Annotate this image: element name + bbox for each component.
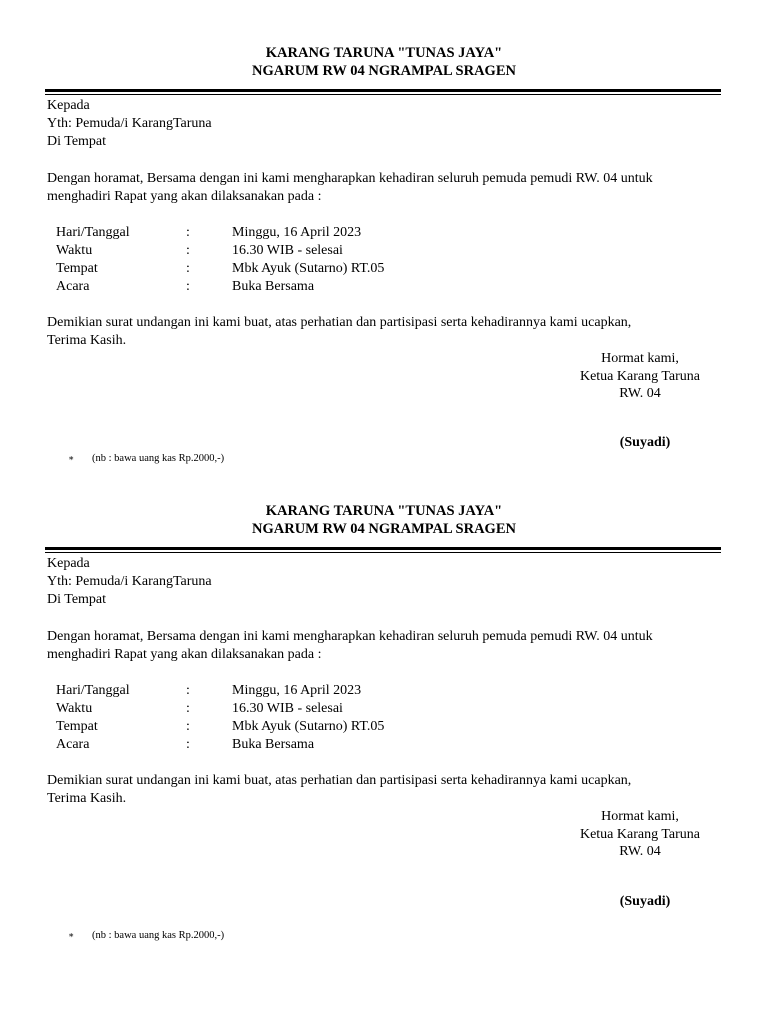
intro-line-2: menghadiri Rapat yang akan dilaksanakan pada : bbox=[47, 647, 322, 662]
detail-row-agenda bbox=[56, 736, 556, 754]
detail-value: Mbk Ayuk (Sutarno) RT.05 bbox=[232, 719, 385, 734]
signature-name: (Suyadi) bbox=[619, 435, 671, 450]
recipient-to: Kepada bbox=[47, 556, 90, 571]
letterhead-org-name: KARANG TARUNA "TUNAS JAYA" bbox=[265, 45, 503, 61]
detail-value: Minggu, 16 April 2023 bbox=[232, 225, 362, 240]
detail-row-date bbox=[56, 682, 556, 700]
closing-line-2: Terima Kasih. bbox=[47, 333, 127, 348]
letterhead-rule-thin bbox=[45, 552, 721, 553]
invitation-letter-2 bbox=[0, 458, 768, 941]
invitation-letter-1 bbox=[0, 0, 768, 464]
footnote-text: (nb : bawa uang kas Rp.2000,-) bbox=[92, 930, 225, 941]
intro-line-2: menghadiri Rapat yang akan dilaksanakan pada : bbox=[47, 189, 322, 204]
detail-value: Buka Bersama bbox=[232, 737, 315, 752]
detail-value: 16.30 WIB - selesai bbox=[232, 243, 343, 258]
closing-line-1: Demikian surat undangan ini kami buat, atas perhatian dan partisipasi serta kehadirannya kami ucapkan, bbox=[47, 315, 632, 330]
detail-separator: : bbox=[186, 737, 190, 752]
letterhead-rule-thick bbox=[45, 547, 721, 550]
footnote-bullet: ∗ bbox=[68, 930, 75, 940]
recipient-to: Kepada bbox=[47, 98, 90, 113]
detail-row-place bbox=[56, 718, 556, 736]
recipient-yth: Yth: Pemuda/i KarangTaruna bbox=[47, 574, 212, 589]
recipient-place: Di Tempat bbox=[47, 134, 107, 149]
detail-label: Acara bbox=[56, 737, 90, 752]
detail-row-time bbox=[56, 242, 556, 260]
signature-greeting: Hormat kami, bbox=[601, 809, 679, 824]
letterhead-org-name: KARANG TARUNA "TUNAS JAYA" bbox=[265, 503, 503, 519]
letterhead-rule-thin bbox=[45, 94, 721, 95]
detail-label: Waktu bbox=[56, 243, 93, 258]
detail-separator: : bbox=[186, 719, 190, 734]
detail-separator: : bbox=[186, 279, 190, 294]
detail-separator: : bbox=[186, 261, 190, 276]
footnote bbox=[68, 928, 224, 943]
detail-label: Waktu bbox=[56, 701, 93, 716]
detail-label: Hari/Tanggal bbox=[56, 225, 130, 240]
detail-row-date bbox=[56, 224, 556, 242]
detail-label: Hari/Tanggal bbox=[56, 683, 130, 698]
recipient-place: Di Tempat bbox=[47, 592, 107, 607]
signature-unit: RW. 04 bbox=[619, 386, 661, 401]
detail-label: Tempat bbox=[56, 261, 98, 276]
event-details bbox=[56, 682, 556, 754]
intro-line-1: Dengan horamat, Bersama dengan ini kami mengharapkan kehadiran seluruh pemuda pemudi RW. 04 untuk bbox=[47, 629, 653, 644]
footnote-text: (nb : bawa uang kas Rp.2000,-) bbox=[92, 453, 225, 464]
recipient-yth: Yth: Pemuda/i KarangTaruna bbox=[47, 116, 212, 131]
detail-value: Buka Bersama bbox=[232, 279, 315, 294]
signature-greeting: Hormat kami, bbox=[601, 351, 679, 366]
detail-label: Acara bbox=[56, 279, 90, 294]
detail-value: Mbk Ayuk (Sutarno) RT.05 bbox=[232, 261, 385, 276]
letterhead-address: NGARUM RW 04 NGRAMPAL SRAGEN bbox=[252, 63, 516, 79]
signature-name: (Suyadi) bbox=[619, 894, 671, 909]
event-details bbox=[56, 224, 556, 296]
detail-row-agenda bbox=[56, 278, 556, 296]
detail-separator: : bbox=[186, 225, 190, 240]
closing-line-2: Terima Kasih. bbox=[47, 791, 127, 806]
letterhead-address: NGARUM RW 04 NGRAMPAL SRAGEN bbox=[252, 521, 516, 537]
detail-row-place bbox=[56, 260, 556, 278]
signature-title: Ketua Karang Taruna bbox=[579, 827, 701, 842]
letterhead-rule-thick bbox=[45, 89, 721, 92]
intro-line-1: Dengan horamat, Bersama dengan ini kami mengharapkan kehadiran seluruh pemuda pemudi RW. 04 untuk bbox=[47, 171, 653, 186]
detail-separator: : bbox=[186, 243, 190, 258]
detail-row-time bbox=[56, 700, 556, 718]
detail-label: Tempat bbox=[56, 719, 98, 734]
signature-unit: RW. 04 bbox=[619, 844, 661, 859]
detail-separator: : bbox=[186, 701, 190, 716]
detail-separator: : bbox=[186, 683, 190, 698]
signature-title: Ketua Karang Taruna bbox=[579, 369, 701, 384]
detail-value: Minggu, 16 April 2023 bbox=[232, 683, 362, 698]
detail-value: 16.30 WIB - selesai bbox=[232, 701, 343, 716]
footnote-bullet: ∗ bbox=[68, 453, 75, 463]
closing-line-1: Demikian surat undangan ini kami buat, atas perhatian dan partisipasi serta kehadirannya kami ucapkan, bbox=[47, 773, 632, 788]
